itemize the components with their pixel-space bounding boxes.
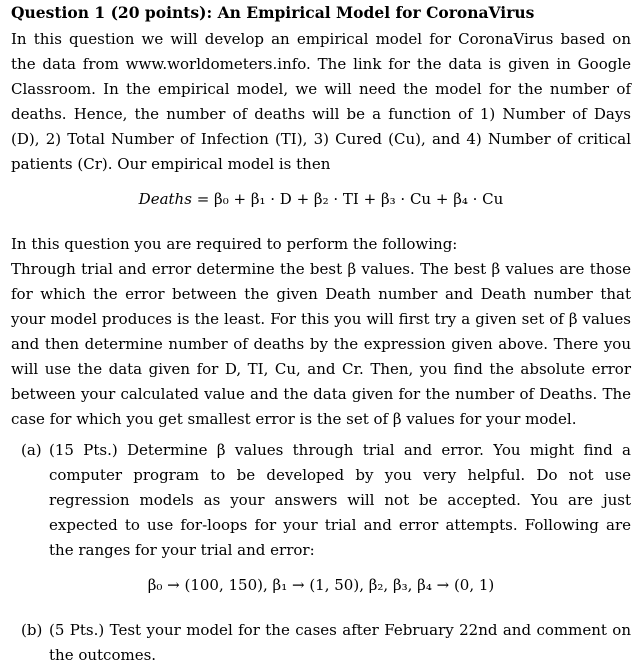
part-b-label: (b) <box>21 621 43 639</box>
part-a <box>21 438 631 563</box>
task-body: Through trial and error determine the best β values. The best β values are those for which the error between the given Death number and Death number that your model produces is the least. For this you will first try a given set of β values and then determine number of deaths by the expression given above. There you will use the data given for D, TI, Cu, and Cr. Then, you find the absolute error between your calculated value and the data given for the number of Deaths. The case for which you get smallest error is the set of β values for your model. <box>11 260 631 428</box>
question-title: Question 1 (20 points): An Empirical Model for CoronaVirus <box>11 3 535 22</box>
task-intro: In this question you are required to perform the following: <box>11 235 458 253</box>
equation-rhs: = β₀ + β₁ · D + β₂ · TI + β₃ · Cu + β₄ · Cu <box>196 190 504 208</box>
equation-lhs: Deaths <box>138 190 192 208</box>
beta-ranges: β₀ → (100, 150), β₁ → (1, 50), β₂, β₃, β₄ → (0, 1) <box>147 576 495 594</box>
part-a-label: (a) <box>21 441 42 459</box>
part-b <box>21 618 631 668</box>
part-a-text: (15 Pts.) Determine β values through trial and error. You might find a computer program to be developed by you very helpful. Do not use regression models as your answers will not be accepted. You are just expected to use for-loops for your trial and error attempts. Following are the ranges for your trial and error: <box>49 441 631 559</box>
model-equation <box>11 187 631 212</box>
intro-paragraph: In this question we will develop an empirical model for CoronaVirus based on the data from www.worldometers.info. The link for the data is given in Google Classroom. In the empirical model, we will need the model for the number of deaths. Hence, the number of deaths will be a function of 1) Number of Days (D), 2) Total Number of Infection (TI), 3) Cured (Cu), and 4) Number of critical patients (Cr). Our empirical model is then <box>11 30 631 173</box>
part-b-text: (5 Pts.) Test your model for the cases after February 22nd and comment on the outcomes. <box>49 621 631 664</box>
